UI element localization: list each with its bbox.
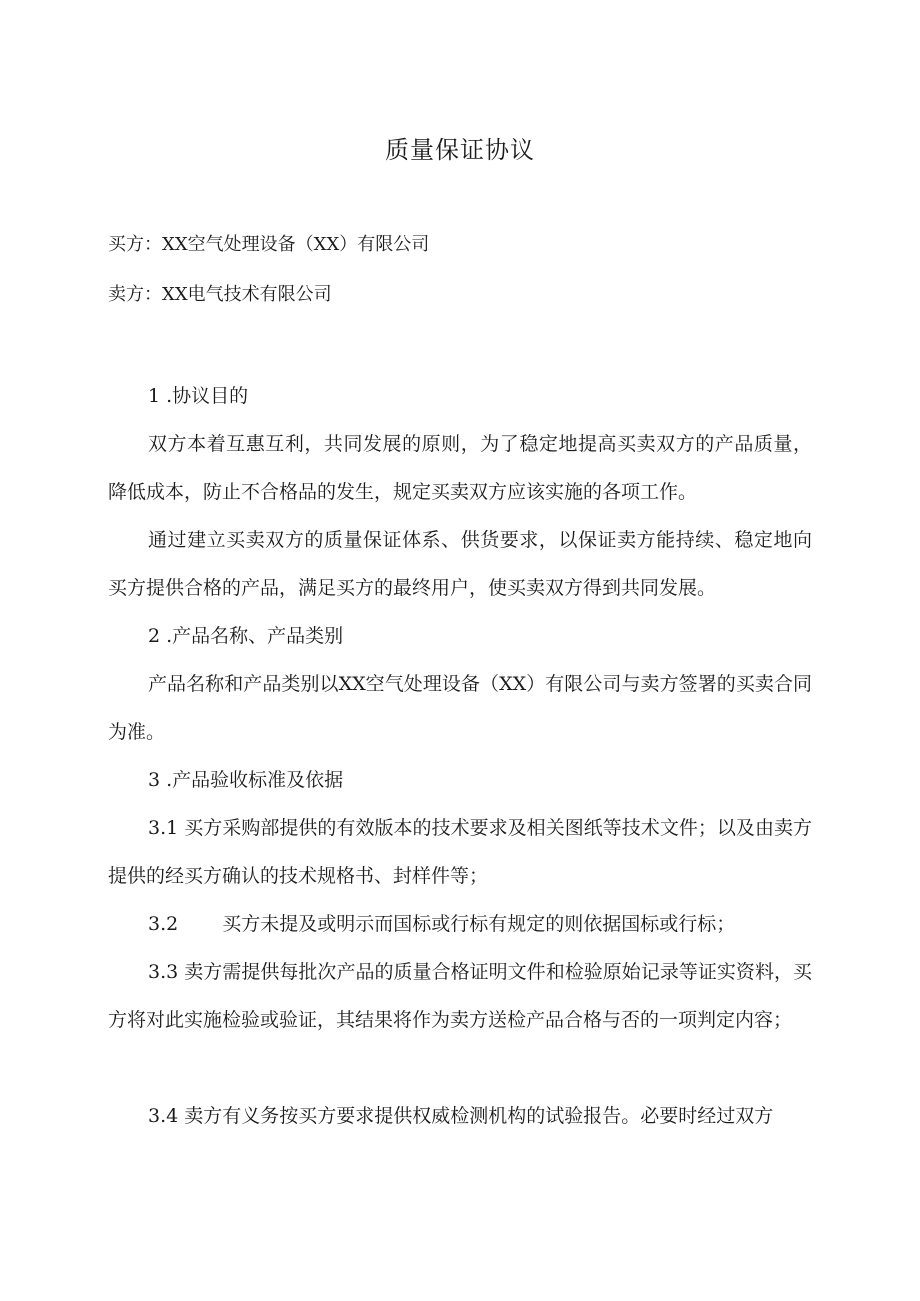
section-3-heading: 3 .产品验收标准及依据	[148, 769, 344, 791]
section-1-paragraph-1: 双方本着互惠互利，共同发展的原则，为了稳定地提高买卖双方的产品质量，降低成本，防止不合格品的发生，规定买卖双方应该实施的各项工作。	[108, 433, 812, 503]
document-body	[108, 372, 812, 1140]
clause-3-2	[108, 900, 812, 948]
clause-3-2-text: 买方未提及或明示而国标或行标有规定的则依据国标或行标；	[222, 913, 736, 935]
section-2-paragraph-1: 产品名称和产品类别以XX空气处理设备（XX）有限公司与卖方签署的买卖合同为准。	[108, 673, 812, 743]
clause-3-1: 3.1 买方采购部提供的有效版本的技术要求及相关图纸等技术文件；以及由卖方提供的经买方确认的技术规格书、封样件等；	[108, 817, 812, 887]
document-title: 质量保证协议	[385, 136, 535, 164]
section-1-paragraph-2: 通过建立买卖双方的质量保证体系、供货要求，以保证卖方能持续、稳定地向买方提供合格的产品，满足买方的最终用户，使买卖双方得到共同发展。	[108, 529, 812, 599]
section-2-heading: 2 .产品名称、产品类别	[148, 625, 344, 647]
clause-3-3: 3.3 卖方需提供每批次产品的质量合格证明文件和检验原始记录等证实资料，买方将对此实施检验或验证，其结果将作为卖方送检产品合格与否的一项判定内容；	[108, 961, 812, 1031]
clause-3-4: 3.4 卖方有义务按买方要求提供权威检测机构的试验报告。必要时经过双方	[148, 1105, 774, 1127]
seller-line: 卖方：XX电气技术有限公司	[108, 284, 332, 305]
section-1-heading: 1 .协议目的	[148, 385, 249, 407]
buyer-line: 买方：XX空气处理设备（XX）有限公司	[108, 234, 430, 255]
clause-3-2-number: 3.2	[148, 913, 179, 935]
